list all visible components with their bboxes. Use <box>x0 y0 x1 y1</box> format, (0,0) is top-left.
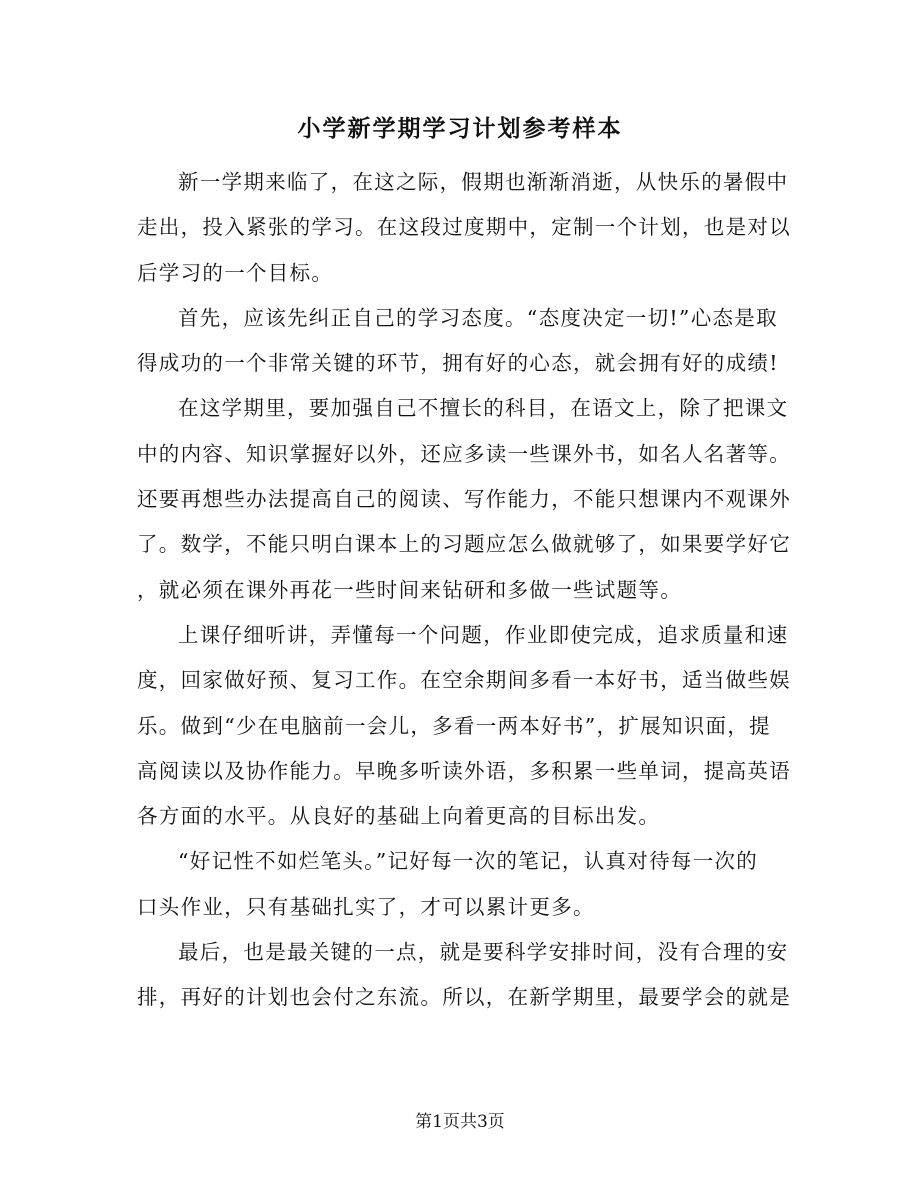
paragraph-line: 高阅读以及协作能力。早晚多听读外语，多积累一些单词，提高英语 <box>137 758 791 783</box>
paragraph-line: 度，回家做好预、复习工作。在空余期间多看一本好书，适当做些娱 <box>137 668 791 693</box>
paragraph-line: 各方面的水平。从良好的基础上向着更高的目标出发。 <box>137 804 661 829</box>
paragraph-line: 上课仔细听讲，弄懂每一个问题，作业即使完成，追求质量和速 <box>178 622 789 647</box>
paragraph-line: 口头作业，只有基础扎实了，才可以累计更多。 <box>137 894 595 919</box>
page-number-footer: 第1页共3页 <box>415 1112 505 1132</box>
paragraph-line: 走出，投入紧张的学习。在这段过度期中，定制一个计划，也是对以 <box>137 215 791 240</box>
document-body <box>137 160 791 1021</box>
paragraph-line: 排，再好的计划也会付之东流。所以，在新学期里，最要学会的就是 <box>137 985 791 1010</box>
paragraph-line: 乐。做到“少在电脑前一会儿，多看一两本好书”，扩展知识面，提 <box>137 713 771 738</box>
paragraph-line: ，就必须在课外再花一些时间来钻研和多做一些试题等。 <box>137 577 682 602</box>
paragraph-line: 最后，也是最关键的一点，就是要科学安排时间，没有合理的安 <box>178 940 789 965</box>
paragraph-line: 后学习的一个目标。 <box>137 260 334 285</box>
paragraph-line: 新一学期来临了，在这之际，假期也渐渐消逝，从快乐的暑假中 <box>178 170 789 194</box>
paragraph-5 <box>137 839 777 930</box>
paragraph-3 <box>137 386 791 612</box>
paragraph-2 <box>137 296 777 387</box>
paragraph-line: 在这学期里，要加强自己不擅长的科目，在语文上，除了把课文 <box>178 396 789 421</box>
paragraph-4 <box>137 613 791 839</box>
paragraph-line: 得成功的一个非常关键的环节，拥有好的心态，就会拥有好的成绩! <box>137 351 779 376</box>
document-title: 小学新学期学习计划参考样本 <box>297 115 623 142</box>
paragraph-1 <box>137 160 791 296</box>
paragraph-6 <box>137 930 791 1021</box>
paragraph-line: 了。数学，不能只明白课本上的习题应怎么做就够了，如果要学好它 <box>137 532 791 557</box>
paragraph-line: “好记性不如烂笔头。”记好每一次的笔记，认真对待每一次的 <box>178 849 759 874</box>
paragraph-line: 还要再想些办法提高自己的阅读、写作能力，不能只想课内不观课外 <box>137 487 791 512</box>
paragraph-line: 首先，应该先纠正自己的学习态度。“态度决定一切!”心态是取 <box>178 305 778 330</box>
paragraph-line: 中的内容、知识掌握好以外，还应多读一些课外书，如名人名著等。 <box>137 441 791 466</box>
